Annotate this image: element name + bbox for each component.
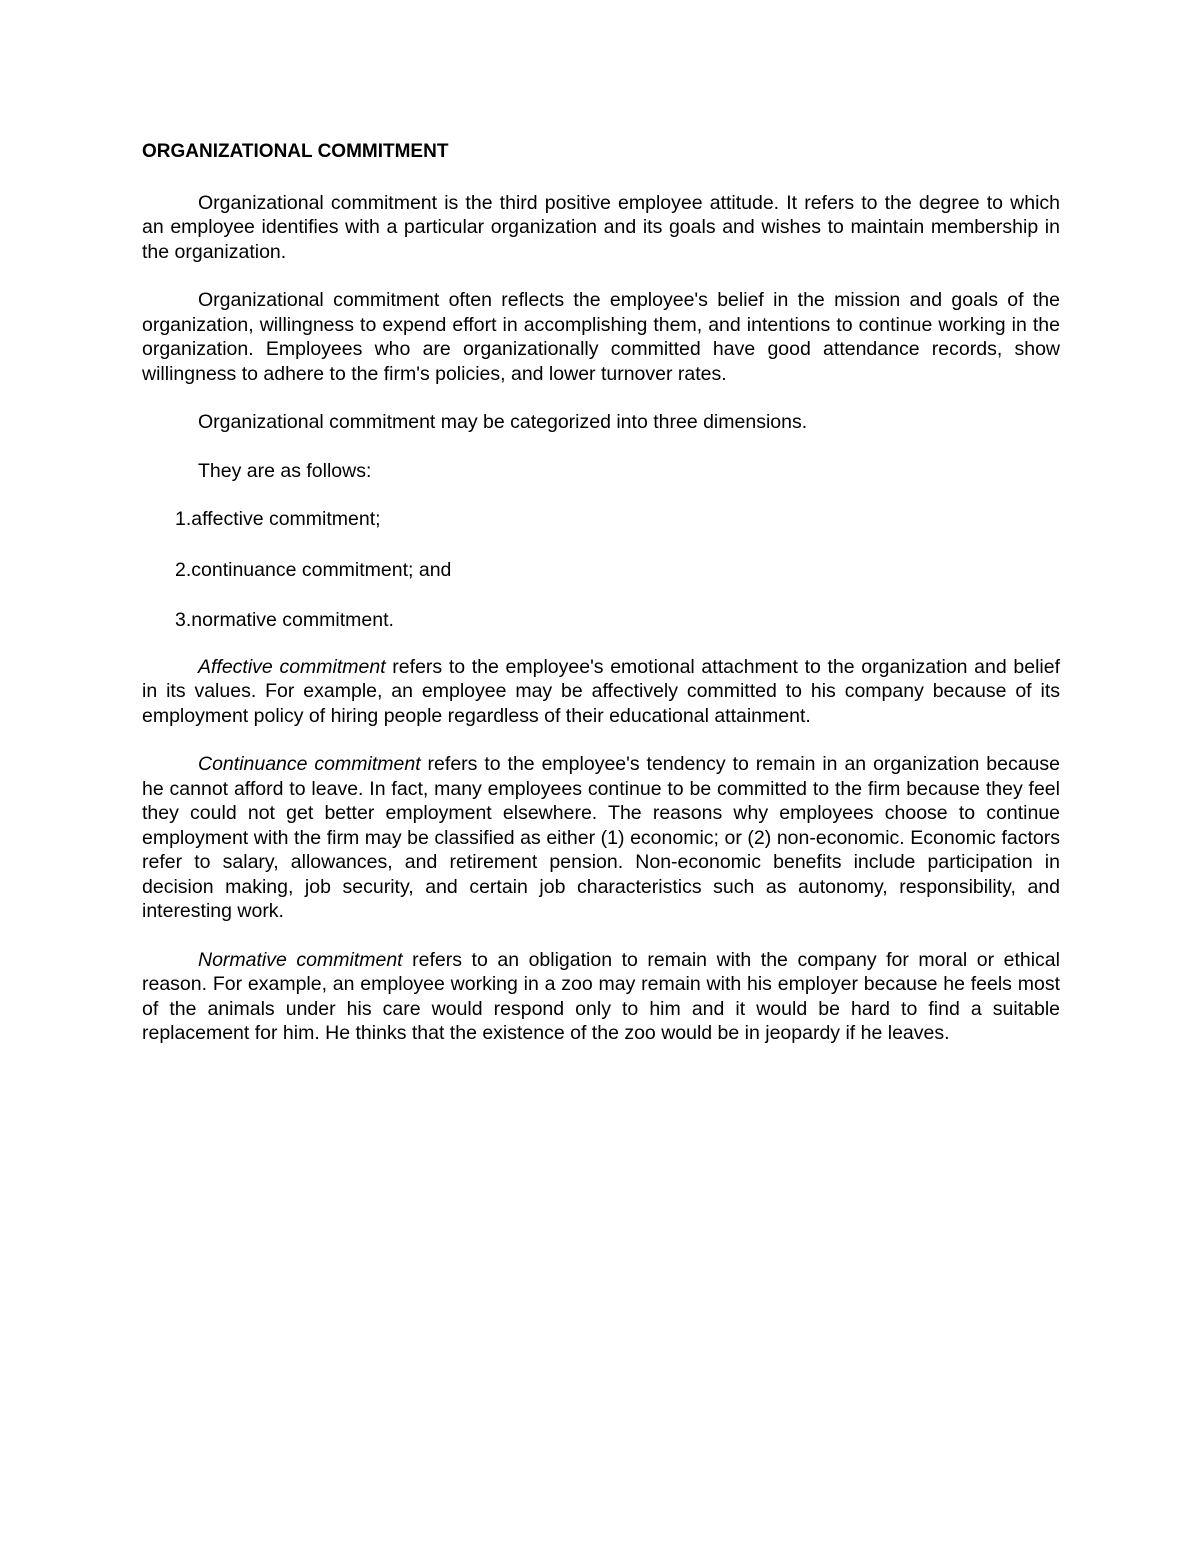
document-body	[142, 140, 1060, 1070]
list-item-number: 2.	[175, 558, 192, 581]
list-item	[142, 507, 1060, 532]
paragraph-affective	[142, 655, 1060, 729]
term-affective: Affective commitment	[198, 655, 386, 678]
definition-affective: refers to the employee's emotional attachment to the organization and belief in its values. For example, an employee may be affectively committed to his company because of its employment policy of hiring people regardless of their educational attainment.	[142, 655, 1060, 727]
dimensions-list	[142, 507, 1060, 633]
list-item-number: 1.	[175, 508, 192, 530]
paragraph-intro: Organizational commitment is the third positive employee attitude. It refers to the degree to which an employee identifies with a particular organization and its goals and wishes to maintain membership in the organization.	[142, 191, 1060, 263]
paragraph-dimensions: Organizational commitment may be categorized into three dimensions.	[198, 411, 808, 433]
paragraph-beliefs: Organizational commitment often reflects the employee's belief in the mission and goals of the organization, willingness to expend effort in accomplishing them, and intentions to continue working in the organization. Employees who are organizationally committed have good attendance records, show willingness to adhere to the firm's policies, and lower turnover rates.	[142, 289, 1060, 385]
paragraph-as-follows: They are as follows:	[198, 459, 372, 482]
term-normative: Normative commitment	[198, 948, 403, 971]
document-title: ORGANIZATIONAL COMMITMENT	[142, 141, 449, 162]
definition-continuance: refers to the employee's tendency to remain in an organization because he cannot afford to leave. In fact, many employees continue to be committed to the firm because they feel they could not get better employment elsewhere. The reasons why employees choose to continue employment with the firm may be classified as either (1) economic; or (2) non-economic. Economic factors refer to salary, allowances, and retirement pension. Non-economic benefits include participation in decision making, job security, and certain job characteristics such as autonomy, responsibility, and interesting work.	[142, 753, 1060, 922]
term-continuance: Continuance commitment	[198, 753, 421, 775]
list-item	[142, 558, 1060, 583]
list-item-number: 3.	[175, 609, 192, 631]
paragraph-normative	[142, 948, 1060, 1046]
list-item-text: affective commitment;	[191, 508, 381, 530]
definition-normative: refers to an obligation to remain with the company for moral or ethical reason. For example, an employee working in a zoo may remain with his employer because he feels most of the animals under his care would respond only to him and it would be hard to find a suitable replacement for him. He thinks that the existence of the zoo would be in jeopardy if he leaves.	[142, 948, 1060, 1044]
paragraph-continuance	[142, 752, 1060, 924]
list-item-text: normative commitment.	[191, 609, 394, 631]
list-item-text: continuance commitment; and	[191, 558, 452, 581]
list-item	[142, 608, 1060, 633]
